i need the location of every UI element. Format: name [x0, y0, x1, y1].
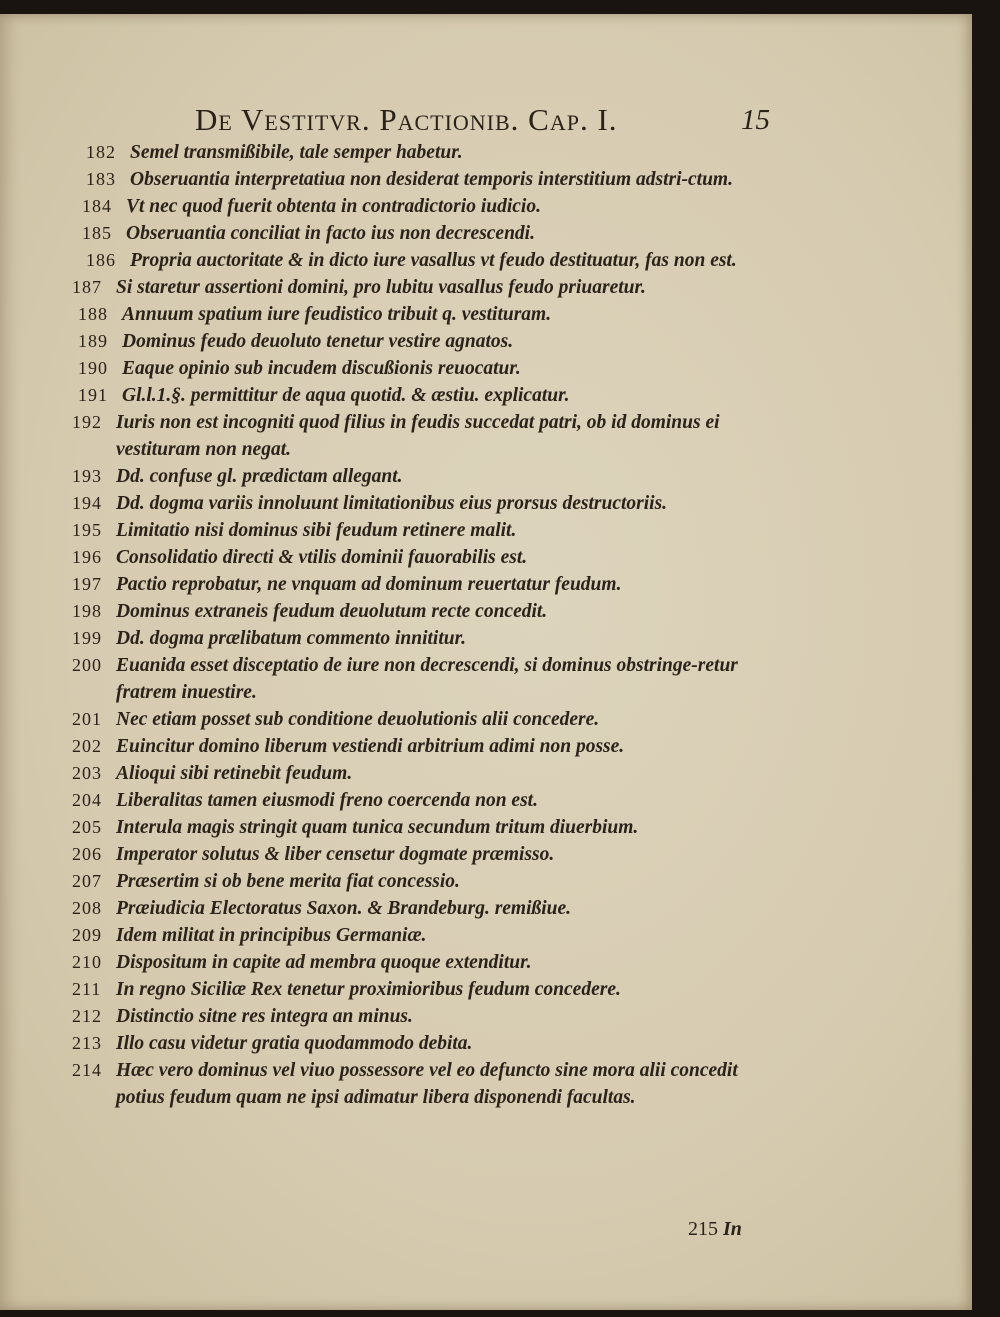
entry-text: Propria auctoritate & in dicto iure vasallus vt feudo destituatur, fas non est.: [130, 250, 737, 271]
entry-number: 183: [86, 169, 116, 189]
entry-text: Annuum spatium iure feudistico tribuit q. vestituram.: [122, 304, 552, 325]
entry-number: 211: [72, 979, 102, 999]
entry-number: 195: [72, 520, 102, 540]
entry-text: Euanida esset disceptatio de iure non decrescendi, si dominus obstringe-retur fratrem inuestire.: [116, 655, 738, 703]
entry-text: Eaque opinio sub incudem discußionis reuocatur.: [122, 358, 521, 379]
entry-number: 200: [72, 655, 102, 675]
entry-text: Liberalitas tamen eiusmodi freno coercenda non est.: [116, 790, 538, 811]
list-item: [72, 139, 772, 166]
entry-number: 202: [72, 736, 102, 756]
entry-number: 197: [72, 574, 102, 594]
catchword: [688, 1218, 742, 1241]
list-item: [72, 247, 772, 274]
entry-number: 184: [82, 196, 112, 216]
list-item: [72, 355, 772, 382]
list-item: [72, 868, 772, 895]
catchword-text: In: [723, 1218, 742, 1240]
entry-number: 213: [72, 1033, 102, 1053]
list-item: [72, 544, 772, 571]
list-item: [72, 517, 772, 544]
entry-text: Pactio reprobatur, ne vnquam ad dominum reuertatur feudum.: [116, 574, 622, 595]
entry-text: Dd. dogma variis innoluunt limitationibus eius prorsus destructoriis.: [116, 493, 668, 514]
entry-number: 214: [72, 1060, 102, 1080]
list-item: [72, 301, 772, 328]
summary-list: [72, 139, 772, 1111]
entry-text: Consolidatio directi & vtilis dominii fauorabilis est.: [116, 547, 528, 568]
list-item: [72, 463, 772, 490]
entry-number: 205: [72, 817, 102, 837]
entry-text: Dominus extraneis feudum deuolutum recte concedit.: [116, 601, 548, 622]
entry-number: 182: [86, 142, 116, 162]
list-item: [72, 949, 772, 976]
entry-number: 190: [78, 358, 108, 378]
list-item: [72, 220, 772, 247]
entry-number: 207: [72, 871, 102, 891]
entry-text: Præiudicia Electoratus Saxon. & Brandeburg. remißiue.: [116, 898, 572, 919]
entry-number: 194: [72, 493, 102, 513]
entry-text: Hæc vero dominus vel viuo possessore vel eo defuncto sine mora alii concedit potius feudum quam ne ipsi adimatur libera disponendi facultas.: [116, 1060, 738, 1108]
entry-number: 193: [72, 466, 102, 486]
entry-text: Illo casu videtur gratia quodammodo debita.: [116, 1033, 473, 1054]
entry-number: 191: [78, 385, 108, 405]
entry-text: Alioqui sibi retinebit feudum.: [116, 763, 353, 784]
entry-number: 201: [72, 709, 102, 729]
entry-number: 196: [72, 547, 102, 567]
list-item: [72, 166, 772, 193]
list-item: [72, 382, 772, 409]
list-item: [72, 787, 772, 814]
catchword-number: 215: [688, 1218, 718, 1240]
list-item: [72, 490, 772, 517]
list-item: [72, 1030, 772, 1057]
book-page: [0, 14, 972, 1310]
entry-number: 198: [72, 601, 102, 621]
list-item: [72, 895, 772, 922]
list-item: [72, 922, 772, 949]
list-item: [72, 652, 772, 706]
entry-number: 188: [78, 304, 108, 324]
list-item: [72, 814, 772, 841]
entry-text: Dispositum in capite ad membra quoque extenditur.: [116, 952, 532, 973]
page-number: 15: [741, 104, 770, 136]
list-item: [72, 409, 772, 463]
list-item: [72, 706, 772, 733]
list-item: [72, 274, 772, 301]
entry-number: 189: [78, 331, 108, 351]
entry-text: In regno Siciliæ Rex tenetur proximioribus feudum concedere.: [116, 979, 621, 1000]
entry-number: 199: [72, 628, 102, 648]
list-item: [72, 571, 772, 598]
list-item: [72, 1057, 772, 1111]
entry-number: 204: [72, 790, 102, 810]
entry-text: Si staretur assertioni domini, pro lubitu vasallus feudo priuaretur.: [116, 277, 646, 298]
list-item: [72, 760, 772, 787]
list-item: [72, 625, 772, 652]
running-head-title: De Vestitvr. Pactionib. Cap. I.: [195, 102, 618, 137]
entry-number: 212: [72, 1006, 102, 1026]
entry-text: Dd. confuse gl. prædictam allegant.: [116, 466, 403, 487]
entry-text: Dd. dogma prælibatum commento innititur.: [116, 628, 466, 649]
entry-text: Limitatio nisi dominus sibi feudum retinere malit.: [116, 520, 517, 541]
entry-text: Obseruantia conciliat in facto ius non decrescendi.: [126, 223, 535, 244]
entry-text: Nec etiam posset sub conditione deuolutionis alii concedere.: [116, 709, 600, 730]
entry-number: 208: [72, 898, 102, 918]
entry-text: Euincitur domino liberum vestiendi arbitrium adimi non posse.: [116, 736, 625, 757]
list-item: [72, 193, 772, 220]
entry-number: 186: [86, 250, 116, 270]
entry-number: 187: [72, 277, 102, 297]
list-item: [72, 733, 772, 760]
list-item: [72, 976, 772, 1003]
entry-text: Idem militat in principibus Germaniæ.: [116, 925, 427, 946]
entry-number: 203: [72, 763, 102, 783]
list-item: [72, 328, 772, 355]
list-item: [72, 1003, 772, 1030]
entry-text: Distinctio sitne res integra an minus.: [116, 1006, 413, 1027]
entry-text: Dominus feudo deuoluto tenetur vestire agnatos.: [122, 331, 514, 352]
entry-number: 210: [72, 952, 102, 972]
entry-text: Gl.l.1.§. permittitur de aqua quotid. & æstiu. explicatur.: [122, 385, 570, 406]
entry-text: Imperator solutus & liber censetur dogmate præmisso.: [116, 844, 555, 865]
entry-text: Præsertim si ob bene merita fiat concessio.: [116, 871, 460, 892]
entry-number: 209: [72, 925, 102, 945]
running-head: [195, 102, 770, 142]
entry-text: Vt nec quod fuerit obtenta in contradictorio iudicio.: [126, 196, 541, 217]
entry-text: Interula magis stringit quam tunica secundum tritum diuerbium.: [116, 817, 639, 838]
entry-text: Obseruantia interpretatiua non desiderat temporis interstitium adstri-ctum.: [130, 169, 733, 190]
entry-text: Semel transmißibile, tale semper habetur.: [130, 142, 463, 163]
list-item: [72, 841, 772, 868]
entry-number: 185: [82, 223, 112, 243]
list-item: [72, 598, 772, 625]
entry-number: 206: [72, 844, 102, 864]
entry-text: Iuris non est incogniti quod filius in feudis succedat patri, ob id dominus ei vestituram non negat.: [116, 412, 720, 460]
entry-number: 192: [72, 412, 102, 432]
